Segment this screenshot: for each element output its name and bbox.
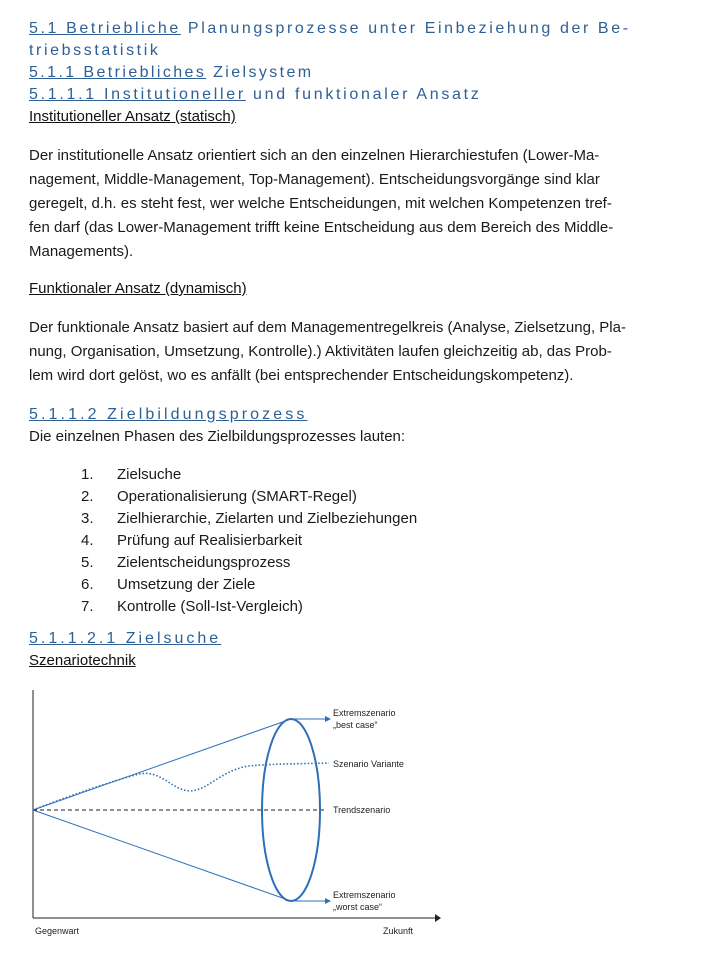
best-case-label: Extremszenario [333, 708, 396, 718]
x-axis-arrow-icon [435, 914, 441, 922]
subheading-scenario: Szenariotechnik [29, 652, 136, 669]
list-number: 4. [81, 532, 94, 549]
heading-5-1-line2: triebsstatistik [29, 42, 161, 59]
paragraph-line: Managements). [29, 243, 134, 260]
list-number: 2. [81, 488, 94, 505]
subheading-functional: Funktionaler Ansatz (dynamisch) [29, 280, 247, 297]
heading-5-1-1-2 [29, 404, 679, 426]
list-text: Umsetzung der Ziele [117, 576, 256, 593]
best-case-line [33, 719, 291, 810]
list-item [29, 530, 679, 552]
worst-case-sublabel: „worst case“ [333, 902, 383, 912]
list-item [29, 464, 679, 486]
best-case-sublabel: „best case“ [333, 720, 378, 730]
paragraph-line: lem wird dort gelöst, wo es anfällt (bei entsprechender Entscheidungskompetenz). [29, 367, 574, 384]
list-intro: Die einzelnen Phasen des Zielbildungsprozesses lauten: [29, 428, 406, 445]
list-text: Operationalisierung (SMART-Regel) [117, 488, 357, 505]
x-axis-right-label: Zukunft [383, 926, 414, 936]
list-text: Prüfung auf Realisierbarkeit [117, 532, 303, 549]
heading-5-1-1-number: 5.1.1 Betriebliches [29, 64, 207, 81]
heading-5-1-1-2-1-text: 5.1.1.2.1 Zielsuche [29, 630, 222, 647]
paragraph-functional [29, 316, 679, 388]
trend-label: Trendszenario [333, 805, 391, 815]
list-text: Zielhierarchie, Zielarten und Zielbeziehungen [117, 510, 418, 527]
list-number: 3. [81, 510, 94, 527]
paragraph-line: Der institutionelle Ansatz orientiert sich an den einzelnen Hierarchiestufen (Lower-Ma- [29, 147, 600, 164]
scenario-funnel-diagram [29, 690, 449, 940]
heading-5-1-1-2-1 [29, 628, 679, 650]
best-case-arrow-icon [325, 716, 331, 722]
heading-5-1-number: 5.1 Betriebliche [29, 20, 181, 37]
document-page [29, 18, 679, 672]
scenario-ellipse [262, 719, 320, 901]
paragraph-line: Der funktionale Ansatz basiert auf dem Managementregelkreis (Analyse, Zielsetzung, Pla- [29, 319, 626, 336]
x-axis-left-label: Gegenwart [35, 926, 80, 936]
worst-case-label: Extremszenario [333, 890, 396, 900]
heading-5-1-title: Planungsprozesse unter Einbeziehung der Be- [180, 20, 631, 37]
list-text: Zielsuche [117, 466, 182, 483]
subheading-institutional: Institutioneller Ansatz (statisch) [29, 108, 236, 125]
list-item [29, 486, 679, 508]
list-item [29, 574, 679, 596]
list-item [29, 508, 679, 530]
list-item [29, 596, 679, 618]
list-text: Kontrolle (Soll-Ist-Vergleich) [117, 598, 303, 615]
worst-case-line [33, 810, 291, 901]
variant-curve [33, 763, 329, 810]
heading-5-1-1-1-title: und funktionaler Ansatz [245, 86, 482, 103]
paragraph-line: fen darf (das Lower-Management trifft keine Entscheidung aus dem Bereich des Middle- [29, 219, 614, 236]
variant-label: Szenario Variante [333, 759, 404, 769]
list-number: 6. [81, 576, 94, 593]
heading-5-1-1 [29, 62, 679, 84]
heading-5-1-1-1 [29, 84, 679, 106]
scenario-funnel-svg [29, 690, 449, 940]
phase-list [29, 464, 679, 618]
paragraph-line: geregelt, d.h. es steht fest, wer welche Entscheidungen, mit welchen Kompetenzen tref- [29, 195, 612, 212]
heading-5-1-1-1-number: 5.1.1.1 Institutioneller [29, 86, 246, 103]
list-number: 1. [81, 466, 94, 483]
heading-5-1 [29, 18, 679, 40]
paragraph-line: nagement, Middle-Management, Top-Management). Entscheidungsvorgänge sind klar [29, 171, 600, 188]
heading-5-1-1-title: Zielsystem [206, 64, 314, 81]
list-number: 5. [81, 554, 94, 571]
paragraph-institutional [29, 144, 679, 264]
list-item [29, 552, 679, 574]
list-text: Zielentscheidungsprozess [117, 554, 291, 571]
list-number: 7. [81, 598, 94, 615]
worst-case-arrow-icon [325, 898, 331, 904]
heading-5-1-1-2-text: 5.1.1.2 Zielbildungsprozess [29, 406, 308, 423]
paragraph-line: nung, Organisation, Umsetzung, Kontrolle).) Aktivitäten laufen gleichzeitig ab, das Prob- [29, 343, 612, 360]
